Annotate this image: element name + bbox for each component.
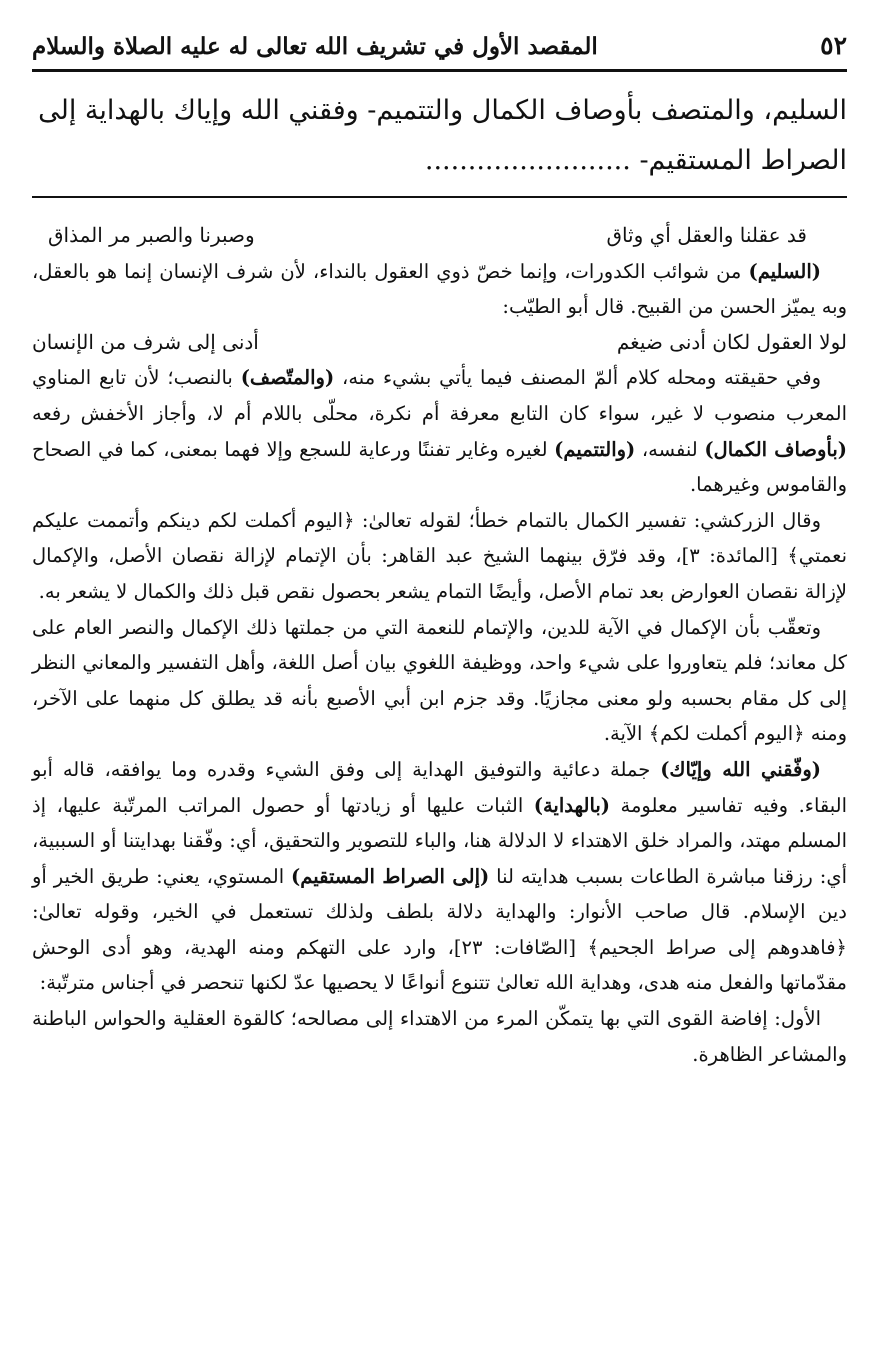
keyword: (إلى الصراط المستقيم) [291, 864, 490, 888]
main-text-ending: الصراط المستقيم- [639, 145, 847, 176]
paragraph-text: من شوائب الكدورات، وإنما خصّ ذوي العقول بالنداء، لأن شرف الإنسان إنما هو بالعقل، وبه يميّز الحسن من القبيح. قال أبو الطيّب: [32, 259, 847, 319]
main-text-line [32, 136, 847, 186]
paragraph-text: وقال الزركشي: تفسير الكمال بالتمام خطأ؛ لقوله تعالىٰ: [354, 508, 821, 532]
paragraph-text: جملة دعائية والتوفيق الهداية إلى وفق الشيء وقدره وما يوافقه، قاله أبو البقاء. وفيه تفاسير معلومة [32, 757, 847, 817]
ellipsis-dots: ........................ [424, 145, 631, 176]
keyword: (والتتميم) [554, 437, 636, 461]
main-text-line: السليم، والمتصف بأوصاف الكمال والتتميم- وفقني الله وإياك بالهداية إلى [38, 95, 847, 126]
main-text-block [32, 86, 847, 198]
paragraph-text: [الصّافات: ٢٣]، وارد على التهكم ومنه الهدية، وهو أدى الوحش مقدّماتها والفعل منه هدى، وهداية الله تعالىٰ تتنوع أنواعًا لا يحصيها عدّ لكنها تنحصر في أجناس مترتّبة: [32, 935, 847, 995]
page-number: ٥٢ [820, 31, 847, 60]
chapter-title: المقصد الأول في تشريف الله تعالى له عليه الصلاة والسلام [32, 33, 598, 60]
commentary-paragraph [32, 752, 847, 1001]
commentary-paragraph [32, 503, 847, 610]
keyword: (السليم) [748, 259, 821, 283]
paragraph-text: الآية. [603, 722, 649, 746]
keyword: (وفّقني الله وإيّاك) [660, 757, 821, 781]
verse-hemistich: أدنى إلى شرف من الإنسان [32, 329, 259, 354]
poem-verse [32, 218, 847, 254]
commentary-paragraph [32, 610, 847, 752]
paragraph-text: وتعقّب بأن الإكمال في الآية للدين، والإتمام للنعمة التي من جملتها ذلك الإكمال والنصر العام على كل معاند؛ فلم يتعاوروا على شيء واحد، ووظيفة اللغوي بيان أصل اللغة، وأهل التفسير والمعاني النظر إلى كل مقام بحسبه ولو معنى مجازيًا. وقد جزم ابن أبي الأصبع بأنه قد يطلق كل منهما على الآخر، ومنه [32, 615, 847, 746]
paragraph-text: وفي حقيقته ومحله كلام ألمّ المصنف فيما يأتي بشيء منه، [334, 366, 822, 390]
quran-quote: ﴿اليوم أكملت لكم دينكم وأتممت عليكم نعمتي﴾ [32, 508, 848, 568]
paragraph-text: لنفسه، [635, 437, 705, 461]
book-page [32, 28, 847, 1072]
commentary-paragraph [32, 254, 847, 325]
paragraph-text: الثبات عليها أو زيادتها أو حصول المراتب المرتّبة عليها، إذ المسلم مهتد، والمراد خلق الاهتداء لا الدلالة هنا، والباء للتصوير والتحقيق، أي: وفّقنا بهدايتنا أو السببية، أي: رزقنا مباشرة الطاعات بسبب هدايته لنا [32, 793, 848, 888]
keyword: (بأوصاف الكمال) [704, 437, 847, 461]
quran-quote: ﴿اليوم أكملت لكم﴾ [648, 722, 805, 746]
paragraph-text: المستوي، يعني: طريق الخير أو دين الإسلام. قال صاحب الأنوار: والهداية دلالة بلطف ولذلك تستعمل في الخير، وقوله تعالىٰ: [32, 864, 847, 924]
keyword: (بالهداية) [533, 793, 611, 817]
verse-hemistich: قد عقلنا والعقل أي وثاق [606, 223, 807, 247]
commentary-block [32, 218, 847, 1072]
keyword: (والمتّصف) [240, 366, 335, 390]
paragraph-text: بالنصب؛ لأن تابع المناوي المعرب منصوب لا غير، سواء كان التابع معرفة أم نكرة، محلّى باللام أم لا، وأجاز الأخفش رفعه [32, 366, 847, 425]
paragraph-text: الأول: إفاضة القوى التي بها يتمكّن المرء من الاهتداء إلى مصالحه؛ كالقوة العقلية والحواس الباطنة والمشاعر الظاهرة. [32, 1007, 847, 1066]
commentary-paragraph [32, 1001, 847, 1072]
commentary-paragraph [32, 360, 847, 502]
paragraph-text: لغيره وغاير تفننًا ورعاية للسجع وإلا فهما بمعنى، كما في الصحاح والقاموس وغيرهما. [32, 437, 847, 497]
running-header [32, 28, 847, 72]
verse-hemistich: وصبرنا والصبر مر المذاق [48, 223, 255, 247]
verse-hemistich: لولا العقول لكان أدنى ضيغم [616, 329, 847, 354]
quran-quote: ﴿فاهدوهم إلى صراط الجحيم﴾ [587, 935, 847, 959]
poem-verse [32, 325, 847, 361]
paragraph-text: [المائدة: ٣]، وقد فرّق بينهما الشيخ عبد القاهر: بأن الإتمام لإزالة نقصان الأصل، والإكمال لإزالة نقصان العوارض بعد تمام الأصل، وأيضًا التمام يشعر بحصول نقص قبل ذلك والكمال لا يشعر به. [32, 544, 847, 603]
